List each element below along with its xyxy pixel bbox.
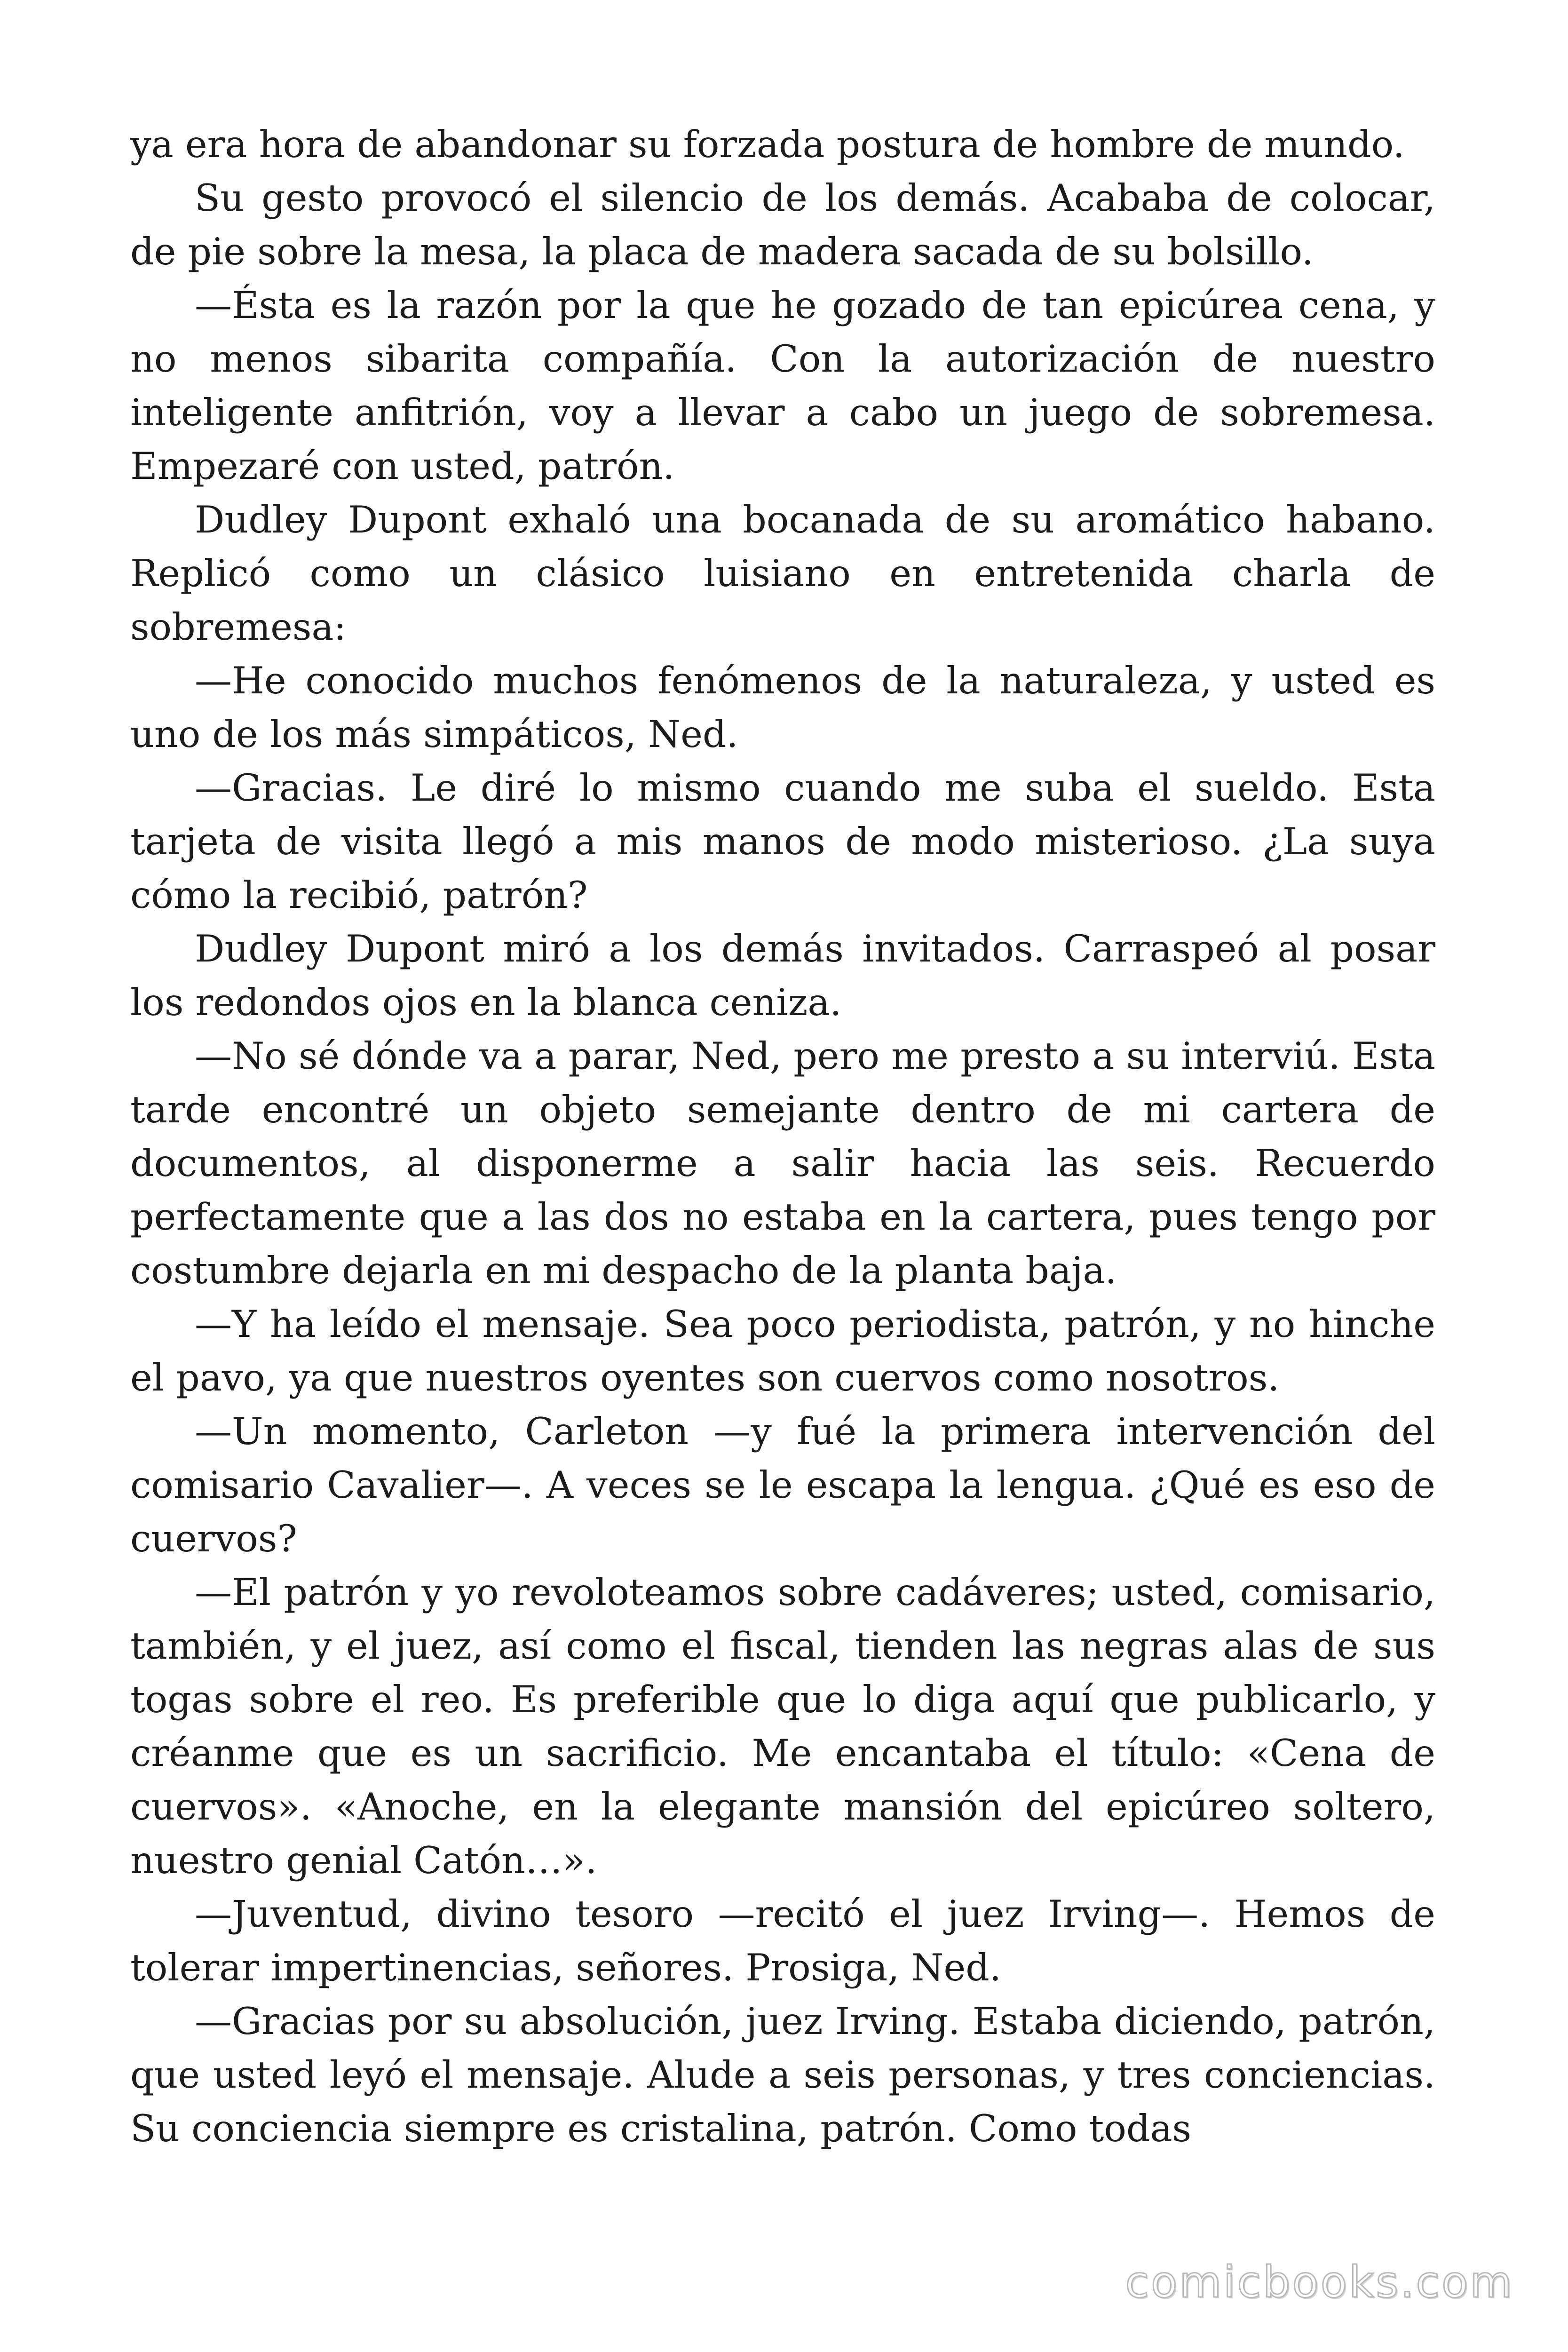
paragraph: Su gesto provocó el silencio de los demás. Acababa de colocar, de pie sobre la mesa, la placa de madera sacada de su bolsillo.	[130, 176, 1435, 273]
paragraph: —Juventud, divino tesoro —recitó el juez Irving—. Hemos de tolerar impertinencias, señores. Prosiga, Ned.	[130, 1892, 1435, 1989]
page-body	[130, 118, 1435, 2155]
paragraph: —He conocido muchos fenómenos de la naturaleza, y usted es uno de los más simpáticos, Ned.	[130, 659, 1435, 756]
paragraph: —El patrón y yo revoloteamos sobre cadáveres; usted, comisario, también, y el juez, así como el fiscal, tienden las negras alas de sus togas sobre el reo. Es preferible que lo diga aquí que publicarlo, y créanme que es un sacrificio. Me encantaba el título: «Cena de cuervos». «Anoche, en la elegante mansión del epicúreo soltero, nuestro genial Catón…».	[130, 1571, 1435, 1882]
paragraph: —Un momento, Carleton —y fué la primera intervención del comisario Cavalier—. A veces se le escapa la lengua. ¿Qué es eso de cuervos?	[130, 1410, 1435, 1560]
paragraph: —Y ha leído el mensaje. Sea poco periodista, patrón, y no hinche el pavo, ya que nuestros oyentes son cuervos como nosotros.	[130, 1303, 1435, 1399]
paragraph: —Gracias por su absolución, juez Irving. Estaba diciendo, patrón, que usted leyó el mensaje. Alude a seis personas, y tres conciencias. Su conciencia siempre es cristalina, patrón. Como todas	[130, 2000, 1435, 2150]
paragraph: —No sé dónde va a parar, Ned, pero me presto a su interviú. Esta tarde encontré un objeto semejante dentro de mi cartera de documentos, al disponerme a salir hacia las seis. Recuerdo perfectamente que a las dos no estaba en la cartera, pues tengo por costumbre dejarla en mi despacho de la planta baja.	[130, 1034, 1435, 1292]
watermark: comicbooks.com	[1125, 2257, 1514, 2307]
paragraph: —Gracias. Le diré lo mismo cuando me suba el sueldo. Esta tarjeta de visita llegó a mis manos de modo misterioso. ¿La suya cómo la recibió, patrón?	[130, 766, 1435, 917]
paragraph: ya era hora de abandonar su forzada postura de hombre de mundo.	[130, 123, 1405, 166]
paragraph: —Ésta es la razón por la que he gozado de tan epicúrea cena, y no menos sibarita compañía. Con la autorización de nuestro inteligente anfitrión, voy a llevar a cabo un juego de sobremesa. Empezaré con usted, patrón.	[130, 284, 1435, 488]
paragraph: Dudley Dupont miró a los demás invitados. Carraspeó al posar los redondos ojos en la blanca ceniza.	[130, 927, 1435, 1024]
paragraph: Dudley Dupont exhaló una bocanada de su aromático habano. Replicó como un clásico luisiano en entretenida charla de sobremesa:	[130, 498, 1435, 649]
